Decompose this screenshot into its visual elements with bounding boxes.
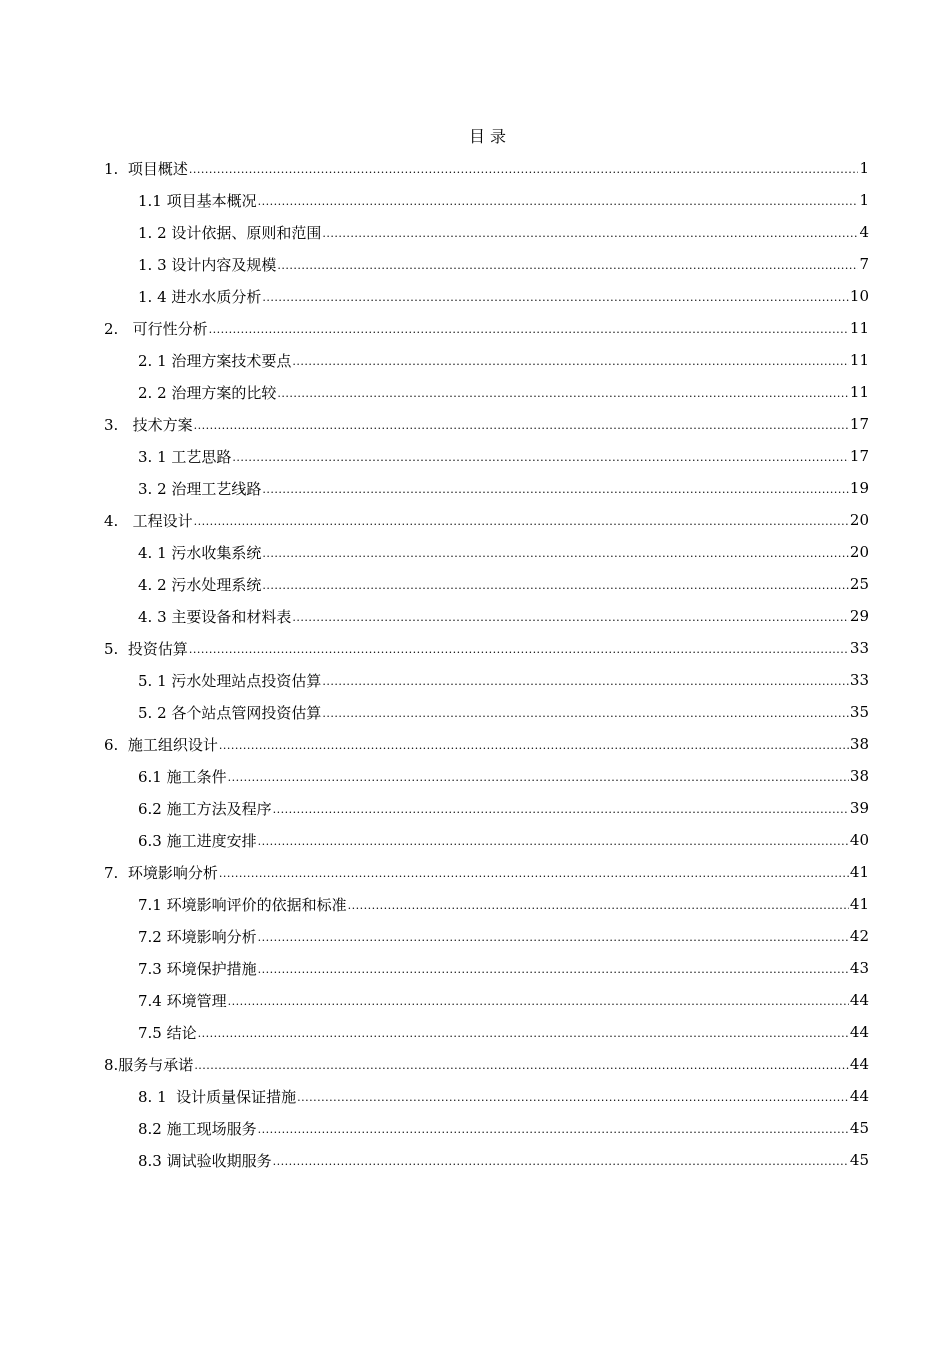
toc-entry-label: 7.5 结论: [138, 1023, 197, 1042]
toc-entry-page-number: 38: [849, 735, 869, 753]
toc-section-entry[interactable]: [104, 888, 869, 920]
dot-leader: [277, 384, 849, 400]
toc-section-entry[interactable]: [104, 376, 869, 408]
toc-entry-page-number: 7: [859, 255, 869, 273]
toc-entry-page-number: 17: [849, 415, 869, 433]
toc-chapter-entry[interactable]: [104, 408, 869, 440]
dot-leader: [262, 288, 849, 304]
toc-chapter-entry[interactable]: [104, 632, 869, 664]
toc-entry-page-number: 20: [849, 543, 869, 561]
toc-section-entry[interactable]: [104, 344, 869, 376]
toc-entry-label: 4. 2 污水处理系统: [138, 575, 262, 594]
dot-leader: [228, 992, 849, 1008]
dot-leader: [277, 256, 858, 272]
toc-section-entry[interactable]: [104, 440, 869, 472]
toc-entry-page-number: 25: [849, 575, 869, 593]
toc-entry-label: 1. 2 设计依据、原则和范围: [138, 223, 322, 242]
toc-section-entry[interactable]: [104, 760, 869, 792]
toc-entry-label: 6.3 施工进度安排: [138, 831, 257, 850]
toc-entry-label: 8.2 施工现场服务: [138, 1119, 257, 1138]
dot-leader: [262, 576, 849, 592]
dot-leader: [262, 480, 849, 496]
toc-entry-page-number: 4: [859, 223, 869, 241]
toc-entry-page-number: 17: [849, 447, 869, 465]
dot-leader: [322, 224, 858, 240]
dot-leader: [292, 608, 849, 624]
dot-leader: [273, 1152, 849, 1168]
toc-entry-page-number: 42: [849, 927, 869, 945]
toc-chapter-entry[interactable]: [104, 152, 869, 184]
toc-entry-label: 1. 4 进水水质分析: [138, 287, 262, 306]
toc-entry-label: 7.1 环境影响评价的依据和标准: [138, 895, 347, 914]
toc-section-entry[interactable]: [104, 1080, 869, 1112]
toc-entry-page-number: 39: [849, 799, 869, 817]
toc-section-entry[interactable]: [104, 952, 869, 984]
toc-entry-label: 5. 1 污水处理站点投资估算: [138, 671, 322, 690]
toc-section-entry[interactable]: [104, 280, 869, 312]
dot-leader: [219, 736, 849, 752]
toc-section-entry[interactable]: [104, 472, 869, 504]
toc-entry-page-number: 1: [859, 159, 869, 177]
toc-entry-label: 7. 环境影响分析: [104, 863, 218, 882]
toc-entry-page-number: 11: [849, 383, 869, 401]
dot-leader: [262, 544, 849, 560]
toc-entry-label: 4. 3 主要设备和材料表: [138, 607, 292, 626]
dot-leader: [258, 192, 859, 208]
toc-entry-page-number: 19: [849, 479, 869, 497]
toc-section-entry[interactable]: [104, 216, 869, 248]
toc-entry-label: 1. 项目概述: [104, 159, 188, 178]
dot-leader: [297, 1088, 849, 1104]
toc-section-entry[interactable]: [104, 984, 869, 1016]
dot-leader: [198, 1024, 849, 1040]
dot-leader: [258, 928, 849, 944]
toc-entry-label: 7.3 环境保护措施: [138, 959, 257, 978]
toc-section-entry[interactable]: [104, 568, 869, 600]
toc-entry-page-number: 29: [849, 607, 869, 625]
toc-section-entry[interactable]: [104, 184, 869, 216]
toc-title: 目 录: [468, 127, 507, 146]
dot-leader: [292, 352, 849, 368]
toc-entry-page-number: 44: [849, 1087, 869, 1105]
toc-chapter-entry[interactable]: [104, 504, 869, 536]
toc-entry-label: 7.2 环境影响分析: [138, 927, 257, 946]
dot-leader: [194, 512, 849, 528]
toc-section-entry[interactable]: [104, 664, 869, 696]
toc-entry-label: 2. 可行性分析: [104, 319, 208, 338]
toc-entry-page-number: 44: [849, 1023, 869, 1041]
toc-section-entry[interactable]: [104, 1144, 869, 1176]
toc-entry-label: 1.1 项目基本概况: [138, 191, 257, 210]
toc-entry-label: 4. 1 污水收集系统: [138, 543, 262, 562]
dot-leader: [228, 768, 849, 784]
dot-leader: [348, 896, 849, 912]
dot-leader: [258, 1120, 849, 1136]
toc-entry-page-number: 20: [849, 511, 869, 529]
toc-entry-page-number: 40: [849, 831, 869, 849]
dot-leader: [219, 864, 849, 880]
dot-leader: [322, 672, 849, 688]
toc-chapter-entry[interactable]: [104, 856, 869, 888]
toc-section-entry[interactable]: [104, 600, 869, 632]
toc-entry-page-number: 41: [849, 863, 869, 881]
toc-entry-page-number: 41: [849, 895, 869, 913]
dot-leader: [189, 640, 849, 656]
toc-entry-label: 5. 2 各个站点管网投资估算: [138, 703, 322, 722]
dot-leader: [258, 960, 849, 976]
toc-entry-label: 8.3 调试验收期服务: [138, 1151, 272, 1170]
toc-entry-label: 3. 2 治理工艺线路: [138, 479, 262, 498]
toc-entry-page-number: 11: [849, 319, 869, 337]
toc-entry-label: 5. 投资估算: [104, 639, 188, 658]
dot-leader: [189, 160, 859, 176]
toc-entry-label: 1. 3 设计内容及规模: [138, 255, 277, 274]
toc-entry-label: 6.2 施工方法及程序: [138, 799, 272, 818]
toc-entry-label: 2. 2 治理方案的比较: [138, 383, 277, 402]
toc-entry-page-number: 38: [849, 767, 869, 785]
toc-entry-label: 4. 工程设计: [104, 511, 193, 530]
toc-section-entry[interactable]: [104, 696, 869, 728]
toc-entry-label: 3. 技术方案: [104, 415, 193, 434]
dot-leader: [209, 320, 849, 336]
table-of-contents: [104, 152, 869, 1176]
dot-leader: [322, 704, 849, 720]
toc-entry-page-number: 45: [849, 1119, 869, 1137]
toc-entry-page-number: 43: [849, 959, 869, 977]
toc-section-entry[interactable]: [104, 792, 869, 824]
toc-section-entry[interactable]: [104, 1016, 869, 1048]
dot-leader: [232, 448, 849, 464]
toc-entry-label: 8. 1 设计质量保证措施: [138, 1087, 297, 1106]
toc-entry-page-number: 44: [849, 991, 869, 1009]
toc-entry-page-number: 10: [849, 287, 869, 305]
toc-entry-page-number: 44: [849, 1055, 869, 1073]
toc-chapter-entry[interactable]: [104, 1048, 869, 1080]
toc-entry-label: 2. 1 治理方案技术要点: [138, 351, 292, 370]
toc-entry-label: 7.4 环境管理: [138, 991, 227, 1010]
toc-section-entry[interactable]: [104, 248, 869, 280]
toc-chapter-entry[interactable]: [104, 312, 869, 344]
toc-entry-page-number: 33: [849, 639, 869, 657]
toc-section-entry[interactable]: [104, 1112, 869, 1144]
toc-entry-page-number: 11: [849, 351, 869, 369]
toc-entry-page-number: 1: [859, 191, 869, 209]
dot-leader: [194, 416, 849, 432]
toc-entry-label: 3. 1 工艺思路: [138, 447, 232, 466]
toc-section-entry[interactable]: [104, 920, 869, 952]
dot-leader: [273, 800, 849, 816]
toc-entry-label: 6. 施工组织设计: [104, 735, 218, 754]
toc-entry-page-number: 33: [849, 671, 869, 689]
toc-chapter-entry[interactable]: [104, 728, 869, 760]
toc-section-entry[interactable]: [104, 536, 869, 568]
dot-leader: [194, 1056, 849, 1072]
dot-leader: [258, 832, 849, 848]
toc-section-entry[interactable]: [104, 824, 869, 856]
toc-entry-label: 8.服务与承诺: [104, 1055, 194, 1074]
toc-entry-label: 6.1 施工条件: [138, 767, 227, 786]
toc-entry-page-number: 45: [849, 1151, 869, 1169]
toc-entry-page-number: 35: [849, 703, 869, 721]
